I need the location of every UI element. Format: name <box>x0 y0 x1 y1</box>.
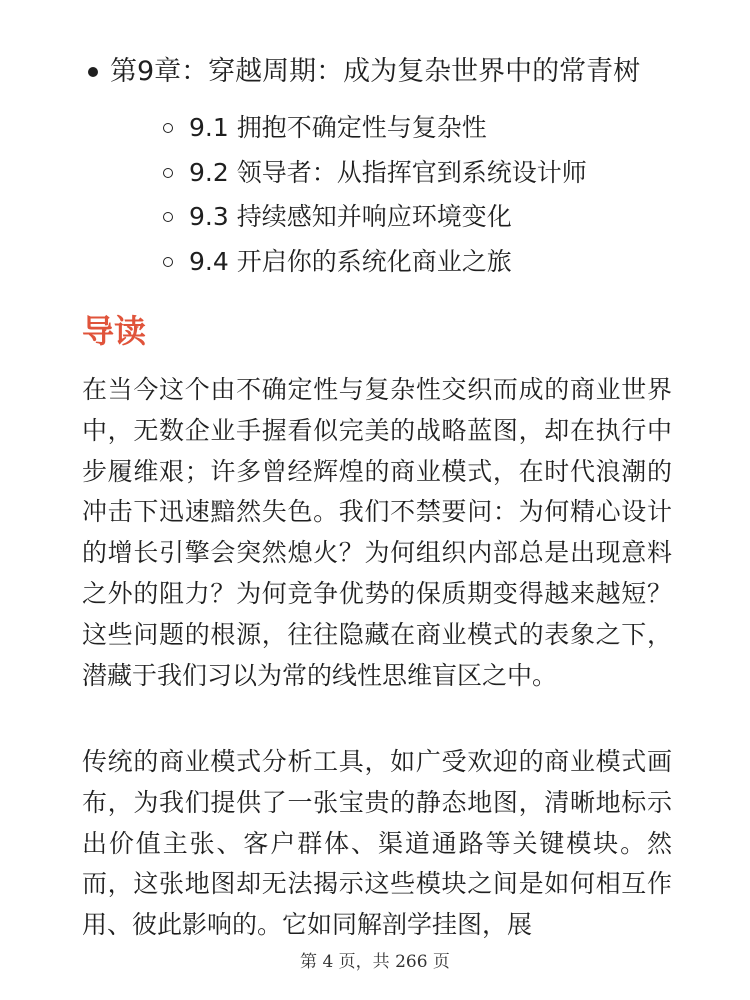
toc-section-label: 9.1 拥抱不确定性与复杂性 <box>189 113 487 142</box>
bullet-circle-icon <box>163 212 173 222</box>
toc-chapter-item[interactable] <box>110 52 640 92</box>
toc-section-item[interactable] <box>189 106 729 151</box>
toc-section-list <box>189 106 729 284</box>
toc-chapter-label: 第9章：穿越周期：成为复杂世界中的常青树 <box>110 56 641 87</box>
bullet-circle-icon <box>163 168 173 178</box>
bullet-circle-icon <box>163 123 173 133</box>
bullet-circle-icon <box>163 257 173 267</box>
body-paragraph: 在当今这个由不确定性与复杂性交织而成的商业世界中，无数企业手握看似完美的战略蓝图，却在执行中步履维艰；许多曾经辉煌的商业模式，在时代浪潮的冲击下迅速黯然失色。我们不禁要问：为何精心设计的增长引擎会突然熄火？为何组织内部总是出现意料之外的阻力？为何竞争优势的保质期变得越来越短？这些问题的根源，往往隐藏在商业模式的表象之下，潜藏于我们习以为常的线性思维盲区之中。 <box>82 375 672 690</box>
section-heading: 导读 <box>82 312 147 350</box>
page-number-footer: 第 4 页，共 266 页 <box>0 950 750 974</box>
toc-section-item[interactable] <box>189 195 729 240</box>
toc-section-item[interactable] <box>189 240 729 285</box>
body-paragraph: 传统的商业模式分析工具，如广受欢迎的商业模式画布，为我们提供了一张宝贵的静态地图，清晰地标示出价值主张、客户群体、渠道通路等关键模块。然而，这张地图却无法揭示这些模块之间是如何相互作用、彼此影响的。它如同解剖学挂图，展 <box>82 747 672 940</box>
toc-section-label: 9.3 持续感知并响应环境变化 <box>189 202 512 231</box>
toc-section-label: 9.4 开启你的系统化商业之旅 <box>189 246 512 276</box>
toc-section-label: 9.2 领导者：从指挥官到系统设计师 <box>189 157 587 187</box>
bullet-disc-icon <box>88 67 98 77</box>
toc-section-item[interactable] <box>189 151 729 196</box>
